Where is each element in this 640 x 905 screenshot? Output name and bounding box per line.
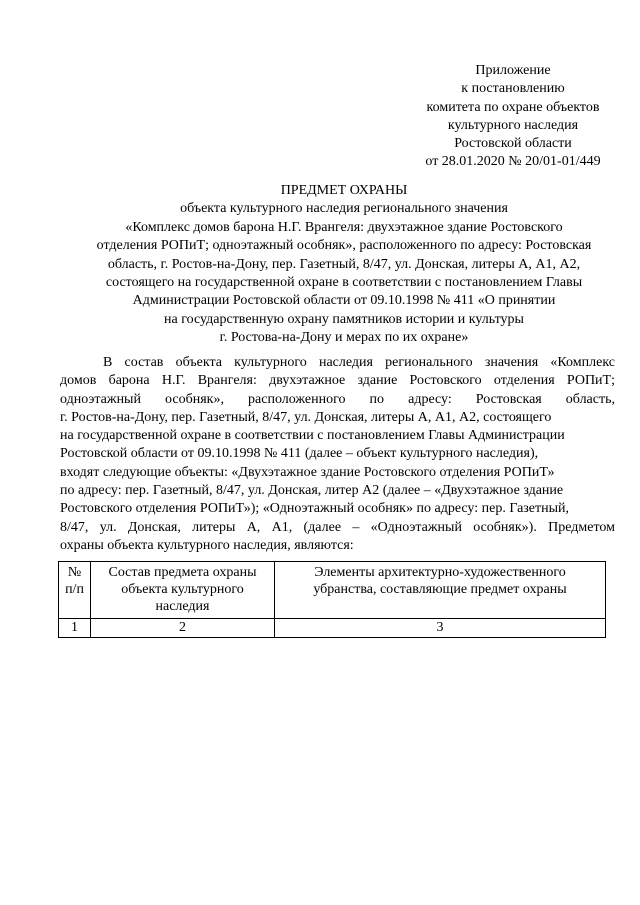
title-line: объекта культурного наследия регионального значения (180, 201, 508, 217)
annex-line: Ростовской области (454, 136, 572, 152)
paragraph-line: В состав объекта культурного наследия регионального значения «Комплекс (103, 355, 615, 370)
header-cell-number: № п/п (59, 562, 91, 619)
intro-paragraph (60, 354, 615, 555)
annex-line: Приложение (475, 63, 551, 78)
title-line: область, г. Ростов-на-Дону, пер. Газетный, 8/47, ул. Донская, литеры А, А1, А2, (107, 256, 581, 272)
title-line: г. Ростова-на-Дону и мерах по их охране» (219, 330, 469, 346)
title-line: «Комплекс домов барона Н.Г. Врангеля: двухэтажное здание Ростовского (125, 219, 563, 235)
column-number: 2 (91, 619, 275, 638)
annex-line: культурного наследия (447, 117, 579, 133)
paragraph-line: Ростовского отделения РОПиТ»); «Одноэтажный особняк» по адресу: пер. Газетный, (60, 501, 570, 517)
annex-line: к постановлению (461, 81, 565, 97)
annex-line: комитета по охране объектов (426, 99, 600, 115)
table-numbering-row (59, 619, 606, 638)
column-number: 1 (59, 619, 91, 638)
table-header-row (59, 562, 606, 619)
title-line: на государственную охрану памятников истории и культуры (164, 311, 524, 327)
document-title (70, 182, 618, 348)
title-line: Администрации Ростовской области от 09.10.1998 № 411 «О принятии (132, 293, 556, 309)
column-number: 3 (275, 619, 606, 638)
paragraph-line: домов барона Н.Г. Врангеля: двухэтажное здание Ростовского отделения РОПиТ; (60, 373, 615, 389)
header-cell-composition: Состав предмета охраны объекта культурного наследия (91, 562, 275, 619)
protection-subject-table (58, 561, 606, 638)
title-line: состоящего на государственной охране в соответствии с постановлением Главы (105, 275, 583, 291)
paragraph-line: Ростовской области от 09.10.1998 № 411 (далее – объект культурного наследия), (60, 446, 539, 462)
paragraph-line: по адресу: пер. Газетный, 8/47, ул. Донская, литер А2 (далее – «Двухэтажное здание (60, 483, 564, 499)
paragraph-line: на государственной охране в соответствии с постановлением Главы Администрации (60, 428, 565, 444)
paragraph-line: охраны объекта культурного наследия, являются: (60, 537, 354, 553)
paragraph-line: г. Ростов-на-Дону, пер. Газетный, 8/47, ул. Донская, литеры А, А1, А2, состоящего (60, 409, 552, 425)
paragraph-line: входят следующие объекты: «Двухэтажное здание Ростовского отделения РОПиТ» (60, 464, 555, 480)
paragraph-line: одноэтажный особняк», расположенного по адресу: Ростовская область, (60, 391, 615, 407)
title-line: отделения РОПиТ; одноэтажный особняк», расположенного по адресу: Ростовская (96, 238, 592, 254)
title-heading: ПРЕДМЕТ ОХРАНЫ (280, 183, 408, 198)
annex-line: от 28.01.2020 № 20/01-01/449 (425, 154, 601, 170)
paragraph-line: 8/47, ул. Донская, литеры А, А1, (далее – «Одноэтажный особняк»). Предметом (60, 519, 615, 535)
header-cell-elements: Элементы архитектурно-художественного убранства, составляющие предмет охраны (275, 562, 606, 619)
annex-block (408, 62, 618, 172)
